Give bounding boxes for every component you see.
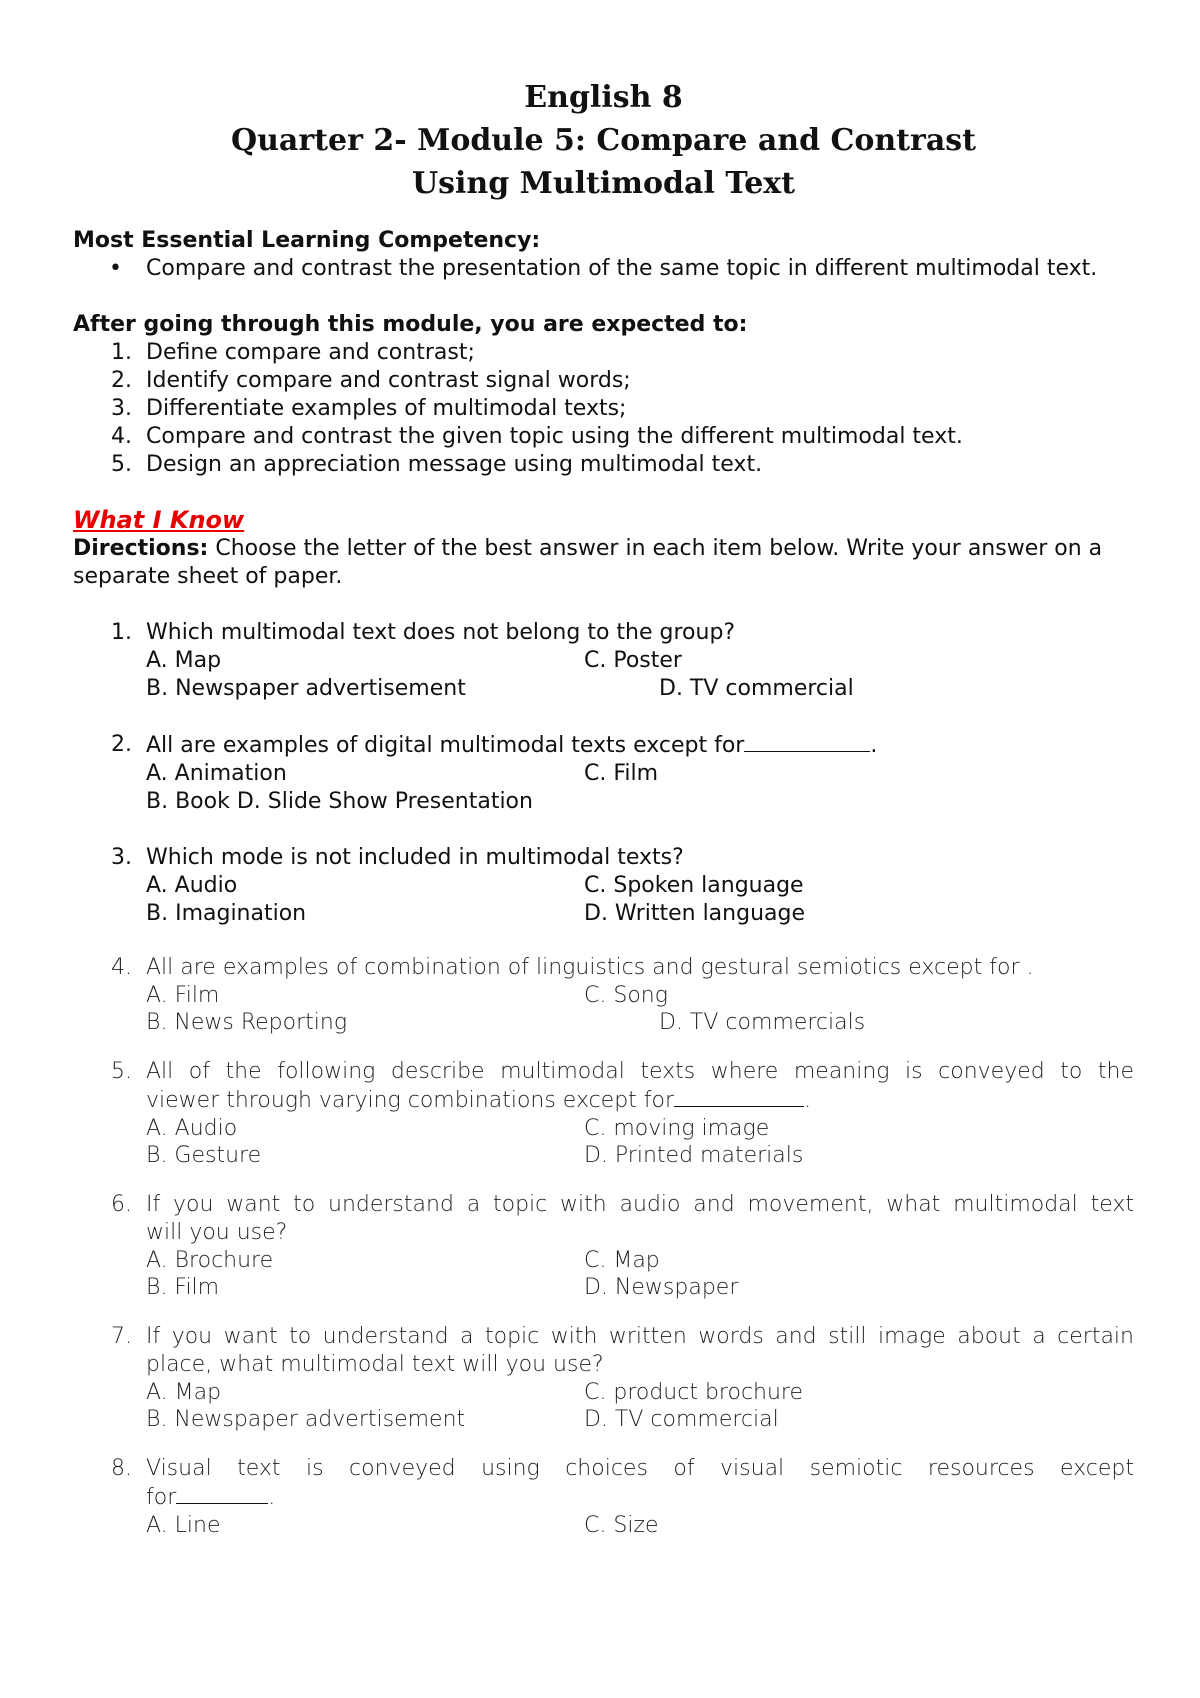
question-text: If you want to understand a topic with written words and still image about a certain (146, 1324, 1134, 1349)
question-3 (73, 844, 1134, 928)
question-7 (73, 1323, 1134, 1433)
option-a: A. Audio (146, 873, 238, 898)
question-text: Which multimodal text does not belong to the group? (146, 620, 736, 645)
option-d: D. Printed materials (584, 1143, 804, 1168)
question-text: All of the following describe multimodal texts where meaning is conveyed to the (146, 1059, 1134, 1084)
module-subtitle: Using Multimodal Text (411, 166, 796, 201)
directions (73, 535, 1134, 591)
what-i-know-heading: What I Know (73, 506, 245, 534)
option-b-d: B. Book D. Slide Show Presentation (146, 789, 533, 814)
competency-item-text: Compare and contrast the presentation of the same topic in different multimodal text. (146, 256, 1098, 281)
option-d: D. TV commercial (659, 676, 854, 701)
objective-item (73, 367, 1134, 395)
answer-blank (744, 731, 870, 752)
option-d: D. TV commercials (659, 1010, 866, 1035)
question-number: 6. (111, 1192, 132, 1217)
question-number: 4. (111, 955, 132, 980)
question-1 (73, 619, 1134, 703)
option-b: B. News Reporting (146, 1010, 348, 1035)
question-end: . (804, 1088, 812, 1113)
question-text: All are examples of combination of linguistics and gestural semiotics except for . (146, 955, 1034, 980)
answer-options (146, 982, 1134, 1036)
document-body (73, 227, 1134, 1539)
question-number: 1. (111, 620, 132, 645)
question-text-line2 (146, 1483, 1134, 1512)
directions-label: Directions: (73, 536, 209, 561)
question-6 (73, 1191, 1134, 1301)
question-text: Visual text is conveyed using choices of visual semiotic resources except (146, 1456, 1134, 1481)
option-a: A. Brochure (146, 1248, 274, 1273)
objective-text: Compare and contrast the given topic using the different multimodal text. (146, 424, 963, 449)
objective-number: 2. (111, 368, 132, 393)
question-text-line2: place, what multimodal text will you use? (146, 1352, 604, 1377)
competency-heading: Most Essential Learning Competency: (73, 228, 541, 253)
objective-text: Define compare and contrast; (146, 340, 475, 365)
option-a: A. Film (146, 983, 220, 1008)
option-b: B. Imagination (146, 901, 307, 926)
option-c: C. Poster (584, 648, 682, 673)
option-c: C. Song (584, 983, 668, 1008)
option-c: C. product brochure (584, 1380, 804, 1405)
question-2 (73, 731, 1134, 816)
option-a: A. Map (146, 648, 222, 673)
question-number: 3. (111, 845, 132, 870)
option-a: A. Line (146, 1513, 221, 1538)
option-b: B. Newspaper advertisement (146, 676, 466, 701)
question-text-line2: will you use? (146, 1220, 288, 1245)
answer-options (146, 1379, 1134, 1433)
option-a: A. Map (146, 1380, 222, 1405)
option-a: A. Audio (146, 1116, 238, 1141)
objective-text: Design an appreciation message using multimodal text. (146, 452, 763, 477)
answer-options (146, 872, 1134, 928)
option-c: C. moving image (584, 1116, 770, 1141)
option-d: D. Newspaper (584, 1275, 739, 1300)
question-end: . (870, 733, 878, 758)
answer-blank (674, 1086, 804, 1107)
question-number: 2. (111, 732, 132, 757)
subject-title: English 8 (524, 80, 683, 115)
answer-options (146, 1247, 1134, 1301)
question-end: . (268, 1485, 276, 1510)
option-empty (584, 788, 1134, 816)
question-number: 5. (111, 1059, 132, 1084)
option-d: D. TV commercial (584, 1407, 779, 1432)
objectives-list (73, 339, 1134, 479)
question-8 (73, 1455, 1134, 1539)
option-c: C. Film (584, 761, 659, 786)
title-block (73, 76, 1134, 205)
answer-options (146, 760, 1134, 816)
answer-options (146, 647, 1134, 703)
option-c: C. Spoken language (584, 873, 804, 898)
objective-item (73, 395, 1134, 423)
question-text-cont: viewer through varying combinations except for (146, 1088, 675, 1113)
question-4 (73, 954, 1134, 1036)
competency-item (73, 255, 1134, 283)
question-number: 8. (111, 1456, 132, 1481)
module-title: Quarter 2- Module 5: Compare and Contrast (230, 123, 977, 158)
objective-number: 5. (111, 452, 132, 477)
objective-item (73, 339, 1134, 367)
question-text-line2 (146, 1086, 1134, 1115)
option-b: B. Film (146, 1275, 220, 1300)
option-c: C. Size (584, 1513, 659, 1538)
answer-options (146, 1512, 1134, 1539)
option-c: C. Map (584, 1248, 660, 1273)
option-d: D. Written language (584, 901, 805, 926)
objective-item (73, 451, 1134, 479)
question-text: If you want to understand a topic with audio and movement, what multimodal text (146, 1192, 1134, 1217)
question-text: Which mode is not included in multimodal texts? (146, 845, 684, 870)
answer-blank (176, 1483, 268, 1504)
objective-item (73, 423, 1134, 451)
question-5 (73, 1058, 1134, 1169)
bullet-icon: • (109, 256, 122, 281)
question-text-cont: for (146, 1485, 177, 1510)
objective-number: 4. (111, 424, 132, 449)
objective-text: Differentiate examples of multimodal texts; (146, 396, 627, 421)
objective-number: 3. (111, 396, 132, 421)
objective-number: 1. (111, 340, 132, 365)
option-b: B. Gesture (146, 1143, 262, 1168)
objective-text: Identify compare and contrast signal words; (146, 368, 631, 393)
directions-text: Choose the letter of the best answer in each item below. Write your answer on a separate sheet of paper. (73, 536, 1103, 589)
competency-list (73, 255, 1134, 283)
option-b: B. Newspaper advertisement (146, 1407, 466, 1432)
question-text (146, 731, 1134, 760)
objectives-heading: After going through this module, you are expected to: (73, 312, 748, 337)
question-text-main: All are examples of digital multimodal texts except for (146, 733, 745, 758)
option-a: A. Animation (146, 761, 287, 786)
question-number: 7. (111, 1324, 132, 1349)
answer-options (146, 1115, 1134, 1169)
